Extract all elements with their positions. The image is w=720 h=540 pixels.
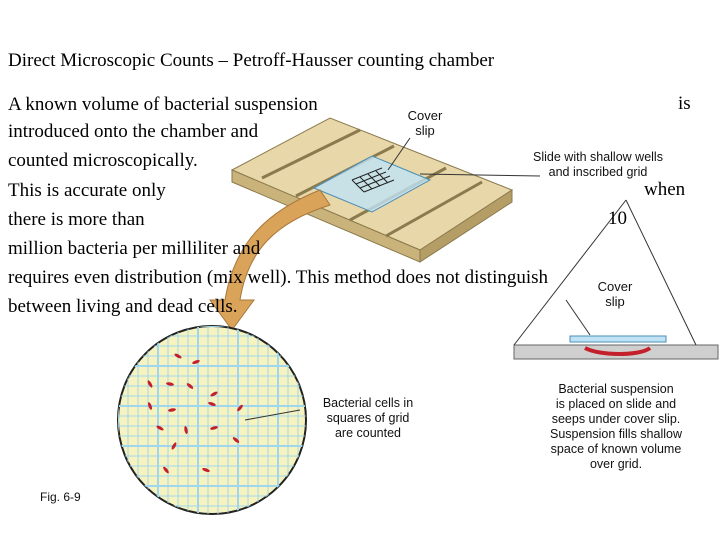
body-line-7: requires even distribution (mix well). This method does not distinguish (8, 267, 549, 288)
slide-label: Slide with shallow wells and inscribed grid (533, 150, 663, 179)
body-line-4: This is accurate only (8, 180, 166, 201)
body-line-6: million bacteria per milliliter and (8, 238, 261, 259)
body-line-1-right: is (678, 93, 691, 114)
cover-slip-label-side: Cover slip (597, 279, 633, 309)
figure-number: Fig. 6-9 (40, 490, 81, 504)
body-line-1: A known volume of bacterial suspension (8, 94, 318, 115)
body-line-4-right: when (644, 179, 686, 200)
body-line-8: between living and dead cells. (8, 296, 238, 317)
cover-slip-label-top: Cover slip (407, 108, 443, 138)
counting-chamber-slide (232, 118, 540, 262)
slide-title: Direct Microscopic Counts – Petroff-Hausser counting chamber (8, 50, 495, 71)
body-line-5-right: 10 (608, 208, 627, 229)
body-line-5: there is more than (8, 209, 145, 230)
body-line-3: counted microscopically. (8, 150, 198, 171)
cells-label: Bacterial cells in squares of grid are counted (322, 396, 414, 440)
body-line-2: introduced onto the chamber and (8, 121, 259, 142)
magnified-grid-view (118, 326, 306, 514)
suspension-label: Bacterial suspension is placed on slide and seeps under cover slip. Suspension fills shallow space of known volume over grid. (549, 382, 682, 471)
